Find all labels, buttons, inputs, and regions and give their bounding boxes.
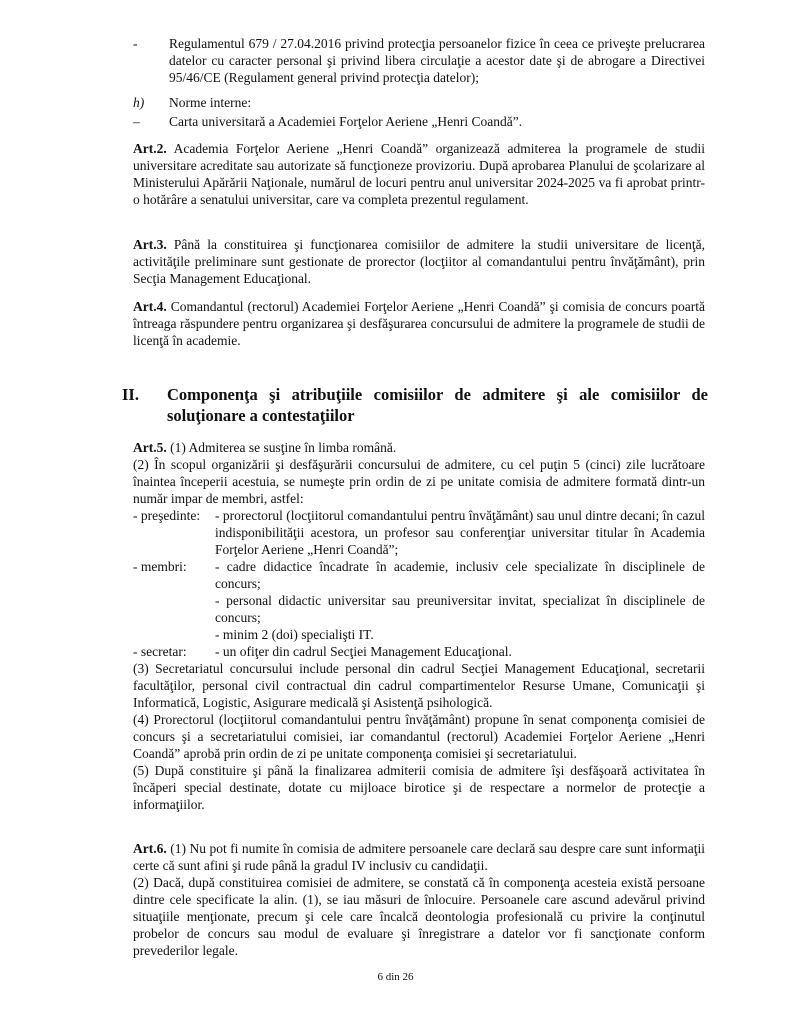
role-label: - membri: [133,559,187,574]
article-5-para-4: (4) Prorectorul (locţiitorul comandantului pentru învăţământ) propune în senat componenţa comisiei de concurs şi a secretariatului comisiei, iar comandantul (rectorul) Academiei Forţelor Aeriene „Henri Coandă” aprobă prin ordin de zi pe unitate componenţa comisiei şi secretariatului. [133,712,705,761]
list-marker: – [133,114,140,129]
article-label: Art.2. [133,141,167,156]
list-marker: - [133,36,138,51]
role-description: - cadre didactice încadrate în academie, inclusiv cele specializate în disciplinele de concurs; [215,559,705,591]
role-description: - personal didactic universitar sau preuniversitar invitat, specializat în disciplinele de concurs; [215,593,705,625]
internal-norms-item [133,113,705,130]
section-title: Componenţa şi atribuţiile comisiilor de admitere şi ale comisiilor de soluţionare a contestaţiilor [167,385,708,425]
committee-president [133,507,705,558]
committee-secretary [133,643,705,660]
role-description: - un ofiţer din cadrul Secţiei Management Educaţional. [215,644,512,659]
role-description: - minim 2 (doi) specialişti IT. [215,627,374,642]
article-6 [133,840,705,959]
article-6-para-2: (2) Dacă, după constituirea comisiei de admitere, se constată că în componenţa acesteia există persoane dintre cele specificate la alin. (1), se iau măsuri de înlocuire. Persoanele care ascund adevărul privind situaţiile menţionate, precum şi cele care încalcă deontologia profesională cu privire la conţinutul probelor de concurs sau modul de evaluare şi înregistrare a datelor vor fi sancţionate conform prevederilor legale. [133,875,705,958]
role-description: - prorectorul (locţiitorul comandantului pentru învăţământ) sau unul dintre decani; în cazul indisponibilităţii acestora, un profesor sau conferenţiar universitar titular în Academia Forţelor Aeriene „Henri Coandă”; [215,508,705,557]
article-label: Art.5. [133,440,167,455]
article-2 [133,140,705,208]
article-5 [133,439,705,813]
article-label: Art.6. [133,841,167,856]
article-5-para-3: (3) Secretariatul concursului include personal din cadrul Secţiei Management Educaţional, secretarii facultăţilor, personal civil contractual din cadrul compartimentelor Resurse Umane, Comunicaţii şi Informatică, Logistic, Asigurare medicală şi Asistenţă psihologică. [133,661,705,710]
list-text: Carta universitară a Academiei Forţelor Aeriene „Henri Coandă”. [169,114,523,129]
article-text: Până la constituirea şi funcţionarea comisiilor de admitere la studii universitare de licenţă, activităţile preliminare sunt gestionate de prorector (locţiitor al comandantului pentru învăţământ), prin Secţia Management Educaţional. [133,237,705,286]
article-5-para-1: Art.5. (1) Admiterea se susţine în limba română. [133,440,397,455]
list-marker: h) [133,95,145,110]
list-text: Norme interne: [169,95,252,110]
role-label: - secretar: [133,644,187,659]
article-5-para-2: (2) În scopul organizării şi desfăşurării concursului de admitere, cu cel puţin 5 (cinci) zile lucrătoare înaintea începerii acestuia, se numeşte prin ordin de zi pe unitate comisia de admitere formată dintr-un număr impar de membri, astfel: [133,457,705,506]
section-heading [122,384,708,426]
article-label: Art.4. [133,299,167,314]
section-number: II. [122,385,139,404]
page-number: 6 din 26 [377,971,414,983]
committee-members [133,558,705,643]
article-3 [133,236,705,287]
article-text: Comandantul (rectorul) Academiei Forţelor Aeriene „Henri Coandă” şi comisia de concurs poartă întreaga răspundere pentru organizarea şi desfăşurarea concursului de admitere la programele de studii de licenţă în academie. [133,299,705,348]
regulation-list-item [133,35,705,86]
role-label: - preşedinte: [133,508,201,523]
article-6-para-1: Art.6. (1) Nu pot fi numite în comisia de admitere persoanele care declară sau despre care sunt informaţii certe că sunt afini şi rude până la gradul IV inclusiv cu candidaţii. [133,841,705,873]
article-text: Academia Forţelor Aeriene „Henri Coandă” organizează admiterea la programele de studii universitare acreditate sau autorizate să funcţioneze provizoriu. După aprobarea Planului de şcolarizare al Ministerului Apărării Naţionale, numărul de locuri pentru anul universitar 2024-2025 va fi aprobat printr-o hotărâre a senatului universitar, care va completa prezentul regulament. [133,141,705,207]
article-5-para-5: (5) După constituire şi până la finalizarea admiterii comisia de admitere îşi desfăşoară activitatea în încăperi special destinate, dotate cu mijloace birotice şi de respectare a normelor de protecţie a informaţiilor. [133,763,705,812]
internal-norms-heading [133,94,705,111]
article-label: Art.3. [133,237,167,252]
article-4 [133,298,705,349]
list-text: Regulamentul 679 / 27.04.2016 privind protecţia persoanelor fizice în ceea ce priveşte prelucrarea datelor cu caracter personal şi privind libera circulaţie a acestor date şi de abrogare a Directivei 95/46/CE (Regulament general privind protecţia datelor); [169,36,705,85]
